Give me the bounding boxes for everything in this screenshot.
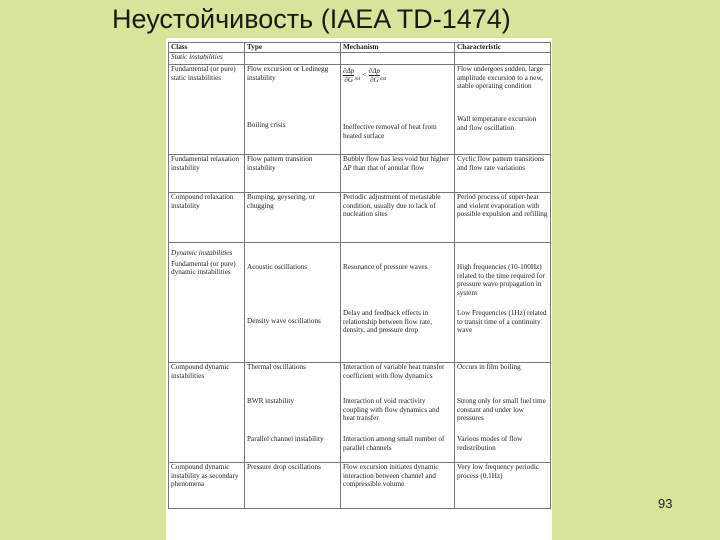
header-class: Class bbox=[169, 43, 245, 53]
instability-table bbox=[168, 42, 551, 509]
type-text: Parallel channel instability bbox=[247, 435, 324, 443]
type-cell: Bumping, geysering, or chugging bbox=[245, 193, 341, 243]
type-cell bbox=[245, 363, 341, 463]
header-type: Type bbox=[245, 43, 341, 53]
section-label-dynamic: Dynamic instabilities bbox=[171, 249, 233, 257]
characteristic-cell bbox=[455, 65, 551, 155]
mechanism-text: Interaction of variable heat transfer coefficient with flow dynamics bbox=[343, 363, 445, 380]
characteristic-text: Low Frequencies (1Hz) related to transit time of a continuity wave bbox=[457, 309, 547, 335]
characteristic-text: Wall temperature excursion and flow oscillation bbox=[457, 115, 537, 132]
mechanism-cell bbox=[341, 65, 455, 155]
type-text: Thermal oscillations bbox=[247, 363, 306, 371]
characteristic-cell bbox=[455, 243, 551, 363]
type-text: Flow excursion or Ledinegg instability bbox=[247, 65, 329, 82]
mechanism-cell bbox=[341, 243, 455, 363]
characteristic-cell: Cyclic flow pattern transitions and flow rate variations bbox=[455, 155, 551, 193]
table-row bbox=[169, 65, 551, 155]
mechanism-cell: Periodic adjustment of metastable condition, usually due to lack of nucleation sites bbox=[341, 193, 455, 243]
table-row bbox=[169, 463, 551, 509]
mechanism-text: Ineffective removal of heat from heated surface bbox=[343, 123, 437, 140]
section-row-static bbox=[169, 53, 551, 65]
characteristic-cell bbox=[455, 363, 551, 463]
page-number: 93 bbox=[658, 496, 673, 511]
section-label-static: Static instabilities bbox=[169, 53, 245, 65]
type-cell bbox=[245, 243, 341, 363]
header-mechanism: Mechanism bbox=[341, 43, 455, 53]
table-row bbox=[169, 193, 551, 243]
class-cell bbox=[169, 243, 245, 363]
table-row bbox=[169, 363, 551, 463]
type-text: Acoustic oscillations bbox=[247, 263, 308, 271]
class-cell: Fundamental (or pure) static instabilities bbox=[169, 65, 245, 155]
table-header-row bbox=[169, 43, 551, 53]
class-cell: Compound relaxation instability bbox=[169, 193, 245, 243]
characteristic-text: Various modes of flow redistribution bbox=[457, 435, 523, 452]
header-characteristic: Characteristic bbox=[455, 43, 551, 53]
mechanism-cell bbox=[341, 363, 455, 463]
type-text: Boiling crisis bbox=[247, 121, 286, 129]
type-cell: Flow pattern transition instability bbox=[245, 155, 341, 193]
characteristic-cell: Period process of super-heat and violent evaporation with possible expulsion and refilling bbox=[455, 193, 551, 243]
class-text: Fundamental (or pure) dynamic instabilities bbox=[171, 259, 236, 277]
instability-table-scan bbox=[166, 38, 552, 540]
class-cell: Fundamental relaxation instability bbox=[169, 155, 245, 193]
mechanism-cell: Flow excursion initiates dynamic interaction between channel and compressible volume bbox=[341, 463, 455, 509]
class-cell: Compound dynamic instability as secondary phenomena bbox=[169, 463, 245, 509]
characteristic-text: High frequencies (10-100Hz) related to the time required for pressure wave propagation in system bbox=[457, 263, 546, 297]
mechanism-text: Resonance of pressure waves bbox=[343, 263, 428, 271]
table-row bbox=[169, 155, 551, 193]
mechanism-cell: Bubbly flow has less void but higher ΔP than that of annular flow bbox=[341, 155, 455, 193]
mechanism-text: Interaction among small number of parallel channels bbox=[343, 435, 445, 452]
table-row bbox=[169, 243, 551, 363]
type-text: Density wave oscillations bbox=[247, 317, 321, 325]
mechanism-text: Interaction of void reactivity coupling with flow dynamics and heat transfer bbox=[343, 397, 440, 423]
characteristic-text: Strong only for small fuel time constant and under low pressures bbox=[457, 397, 546, 423]
type-cell: Pressure drop oscillations bbox=[245, 463, 341, 509]
mechanism-text: Delay and feedback effects in relationship between flow rate, density, and pressure drop bbox=[343, 309, 433, 335]
stability-criterion-formula: $\frac{\partial\Delta p}{\partial G}$ $_{int}$ < $\frac{\partial\Delta p}{\partial G}$ $_{ext}$ bbox=[343, 67, 387, 84]
characteristic-text: Flow undergoes sudden, large amplitude excursion to a new, stable operating condition bbox=[457, 65, 543, 91]
type-text: BWR instability bbox=[247, 397, 294, 405]
class-cell: Compound dynamic instabilities bbox=[169, 363, 245, 463]
characteristic-text: Occurs in film boiling bbox=[457, 363, 521, 371]
type-cell bbox=[245, 65, 341, 155]
characteristic-cell: Very low frequency periodic process (0.1Hz) bbox=[455, 463, 551, 509]
slide-title: Неустойчивость (IAEA TD-1474) bbox=[112, 4, 511, 34]
